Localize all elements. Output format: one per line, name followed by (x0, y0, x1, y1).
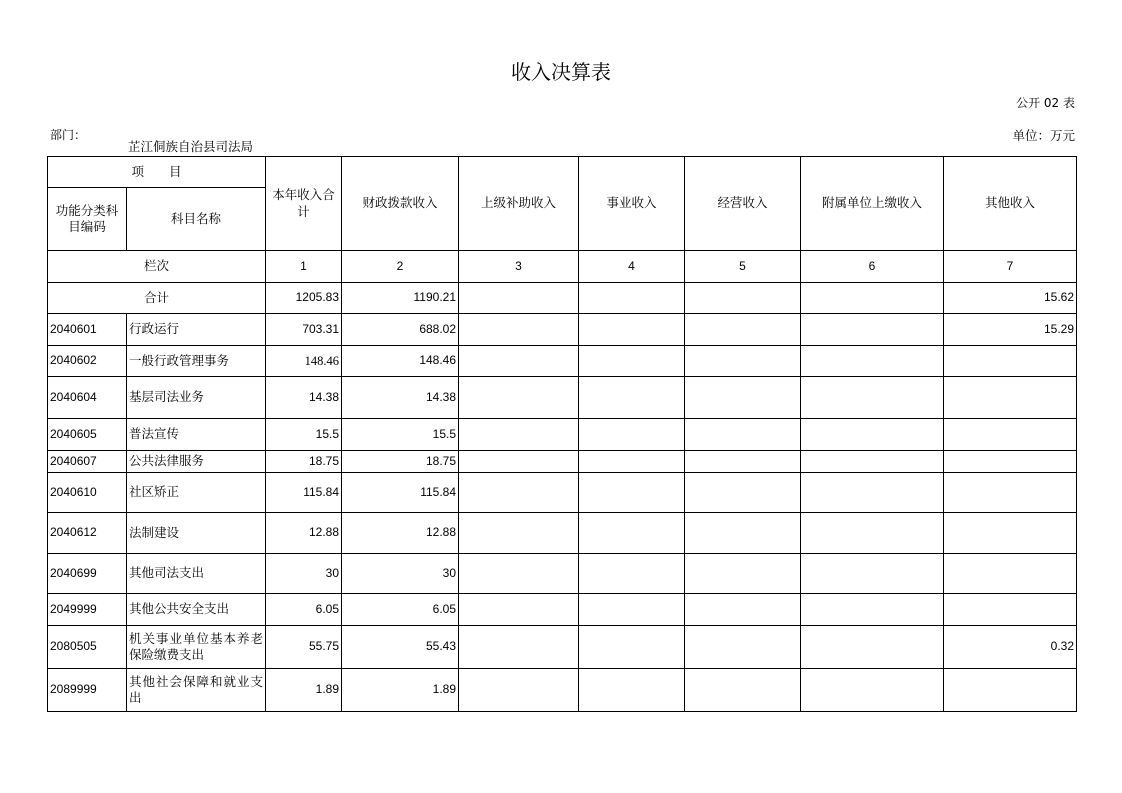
table-row (48, 314, 1077, 346)
row-name: 社区矫正 (127, 473, 266, 513)
row-operating (685, 419, 801, 451)
row-fiscal: 12.88 (342, 513, 459, 554)
row-total: 6.05 (266, 594, 342, 626)
row-superior (459, 626, 579, 669)
index-6: 6 (801, 251, 944, 283)
row-total: 30 (266, 554, 342, 594)
row-affiliated (801, 594, 944, 626)
row-code: 2040607 (48, 451, 127, 473)
header-superior: 上级补助收入 (459, 157, 579, 251)
row-other: 0.32 (944, 626, 1077, 669)
index-5: 5 (685, 251, 801, 283)
row-operating (685, 377, 801, 419)
row-name: 法制建设 (127, 513, 266, 554)
row-fiscal: 15.5 (342, 419, 459, 451)
index-label: 栏次 (48, 251, 266, 283)
table-row (48, 669, 1077, 712)
row-fiscal: 6.05 (342, 594, 459, 626)
row-name: 公共法律服务 (127, 451, 266, 473)
row-operating (685, 451, 801, 473)
row-affiliated (801, 346, 944, 377)
row-fiscal: 148.46 (342, 346, 459, 377)
row-business (579, 594, 685, 626)
row-total: 14.38 (266, 377, 342, 419)
row-business (579, 554, 685, 594)
table-row (48, 594, 1077, 626)
sum-business (579, 283, 685, 314)
row-fiscal: 1.89 (342, 669, 459, 712)
table-row (48, 626, 1077, 669)
form-number: 公开 02 表 (1016, 96, 1075, 110)
table-row (48, 419, 1077, 451)
row-operating (685, 346, 801, 377)
row-affiliated (801, 669, 944, 712)
row-business (579, 626, 685, 669)
index-2: 2 (342, 251, 459, 283)
sum-total: 1205.83 (266, 283, 342, 314)
header-total: 本年收入合计 (266, 157, 342, 251)
row-operating (685, 314, 801, 346)
row-fiscal: 55.43 (342, 626, 459, 669)
row-code: 2040699 (48, 554, 127, 594)
row-code: 2080505 (48, 626, 127, 669)
row-total: 55.75 (266, 626, 342, 669)
row-business (579, 513, 685, 554)
row-name: 其他公共安全支出 (127, 594, 266, 626)
index-1: 1 (266, 251, 342, 283)
row-operating (685, 626, 801, 669)
row-other (944, 377, 1077, 419)
row-superior (459, 314, 579, 346)
row-other (944, 451, 1077, 473)
row-operating (685, 669, 801, 712)
row-code: 2089999 (48, 669, 127, 712)
row-name: 其他社会保障和就业支出 (127, 669, 266, 712)
row-total: 1.89 (266, 669, 342, 712)
row-business (579, 377, 685, 419)
row-code: 2049999 (48, 594, 127, 626)
row-name: 普法宣传 (127, 419, 266, 451)
table-row (48, 473, 1077, 513)
row-affiliated (801, 473, 944, 513)
row-other (944, 346, 1077, 377)
row-affiliated (801, 626, 944, 669)
sum-other: 15.62 (944, 283, 1077, 314)
page-title: 收入决算表 (511, 60, 611, 84)
row-name: 一般行政管理事务 (127, 346, 266, 377)
header-business: 事业收入 (579, 157, 685, 251)
row-total: 12.88 (266, 513, 342, 554)
row-affiliated (801, 377, 944, 419)
index-3: 3 (459, 251, 579, 283)
header-item: 项 目 (48, 157, 266, 188)
index-4: 4 (579, 251, 685, 283)
income-table (47, 156, 1077, 712)
row-affiliated (801, 419, 944, 451)
row-affiliated (801, 451, 944, 473)
row-other: 15.29 (944, 314, 1077, 346)
table-row (48, 554, 1077, 594)
row-other (944, 594, 1077, 626)
row-other (944, 513, 1077, 554)
row-total: 148.46 (266, 346, 342, 377)
sum-operating (685, 283, 801, 314)
row-name: 机关事业单位基本养老保险缴费支出 (127, 626, 266, 669)
row-code: 2040612 (48, 513, 127, 554)
header-other: 其他收入 (944, 157, 1077, 251)
row-code: 2040602 (48, 346, 127, 377)
table-row (48, 451, 1077, 473)
row-business (579, 314, 685, 346)
row-superior (459, 419, 579, 451)
row-business (579, 419, 685, 451)
row-affiliated (801, 554, 944, 594)
row-fiscal: 115.84 (342, 473, 459, 513)
row-superior (459, 346, 579, 377)
row-total: 115.84 (266, 473, 342, 513)
row-affiliated (801, 314, 944, 346)
row-name: 基层司法业务 (127, 377, 266, 419)
row-superior (459, 513, 579, 554)
row-superior (459, 594, 579, 626)
row-total: 703.31 (266, 314, 342, 346)
unit-label: 单位：万元 (1012, 128, 1075, 143)
sum-label: 合计 (48, 283, 266, 314)
row-operating (685, 594, 801, 626)
row-operating (685, 473, 801, 513)
row-business (579, 451, 685, 473)
row-business (579, 473, 685, 513)
row-fiscal: 30 (342, 554, 459, 594)
index-7: 7 (944, 251, 1077, 283)
row-other (944, 419, 1077, 451)
header-name: 科目名称 (127, 188, 266, 251)
header-affiliated: 附属单位上缴收入 (801, 157, 944, 251)
row-code: 2040604 (48, 377, 127, 419)
table-row (48, 346, 1077, 377)
sum-fiscal: 1190.21 (342, 283, 459, 314)
row-total: 15.5 (266, 419, 342, 451)
row-other (944, 669, 1077, 712)
row-affiliated (801, 513, 944, 554)
department-label: 部门： (50, 128, 87, 142)
row-superior (459, 451, 579, 473)
table-row (48, 377, 1077, 419)
table-row (48, 513, 1077, 554)
row-fiscal: 688.02 (342, 314, 459, 346)
sum-affiliated (801, 283, 944, 314)
row-business (579, 669, 685, 712)
department-name: 芷江侗族自治县司法局 (128, 139, 254, 154)
header-operating: 经营收入 (685, 157, 801, 251)
row-superior (459, 669, 579, 712)
row-superior (459, 377, 579, 419)
header-code: 功能分类科目编码 (48, 188, 127, 251)
row-fiscal: 18.75 (342, 451, 459, 473)
row-total: 18.75 (266, 451, 342, 473)
row-operating (685, 554, 801, 594)
row-other (944, 473, 1077, 513)
row-business (579, 346, 685, 377)
row-other (944, 554, 1077, 594)
row-name: 其他司法支出 (127, 554, 266, 594)
row-operating (685, 513, 801, 554)
row-fiscal: 14.38 (342, 377, 459, 419)
header-fiscal: 财政拨款收入 (342, 157, 459, 251)
row-superior (459, 554, 579, 594)
row-name: 行政运行 (127, 314, 266, 346)
row-code: 2040605 (48, 419, 127, 451)
row-superior (459, 473, 579, 513)
sum-superior (459, 283, 579, 314)
row-code: 2040601 (48, 314, 127, 346)
row-code: 2040610 (48, 473, 127, 513)
